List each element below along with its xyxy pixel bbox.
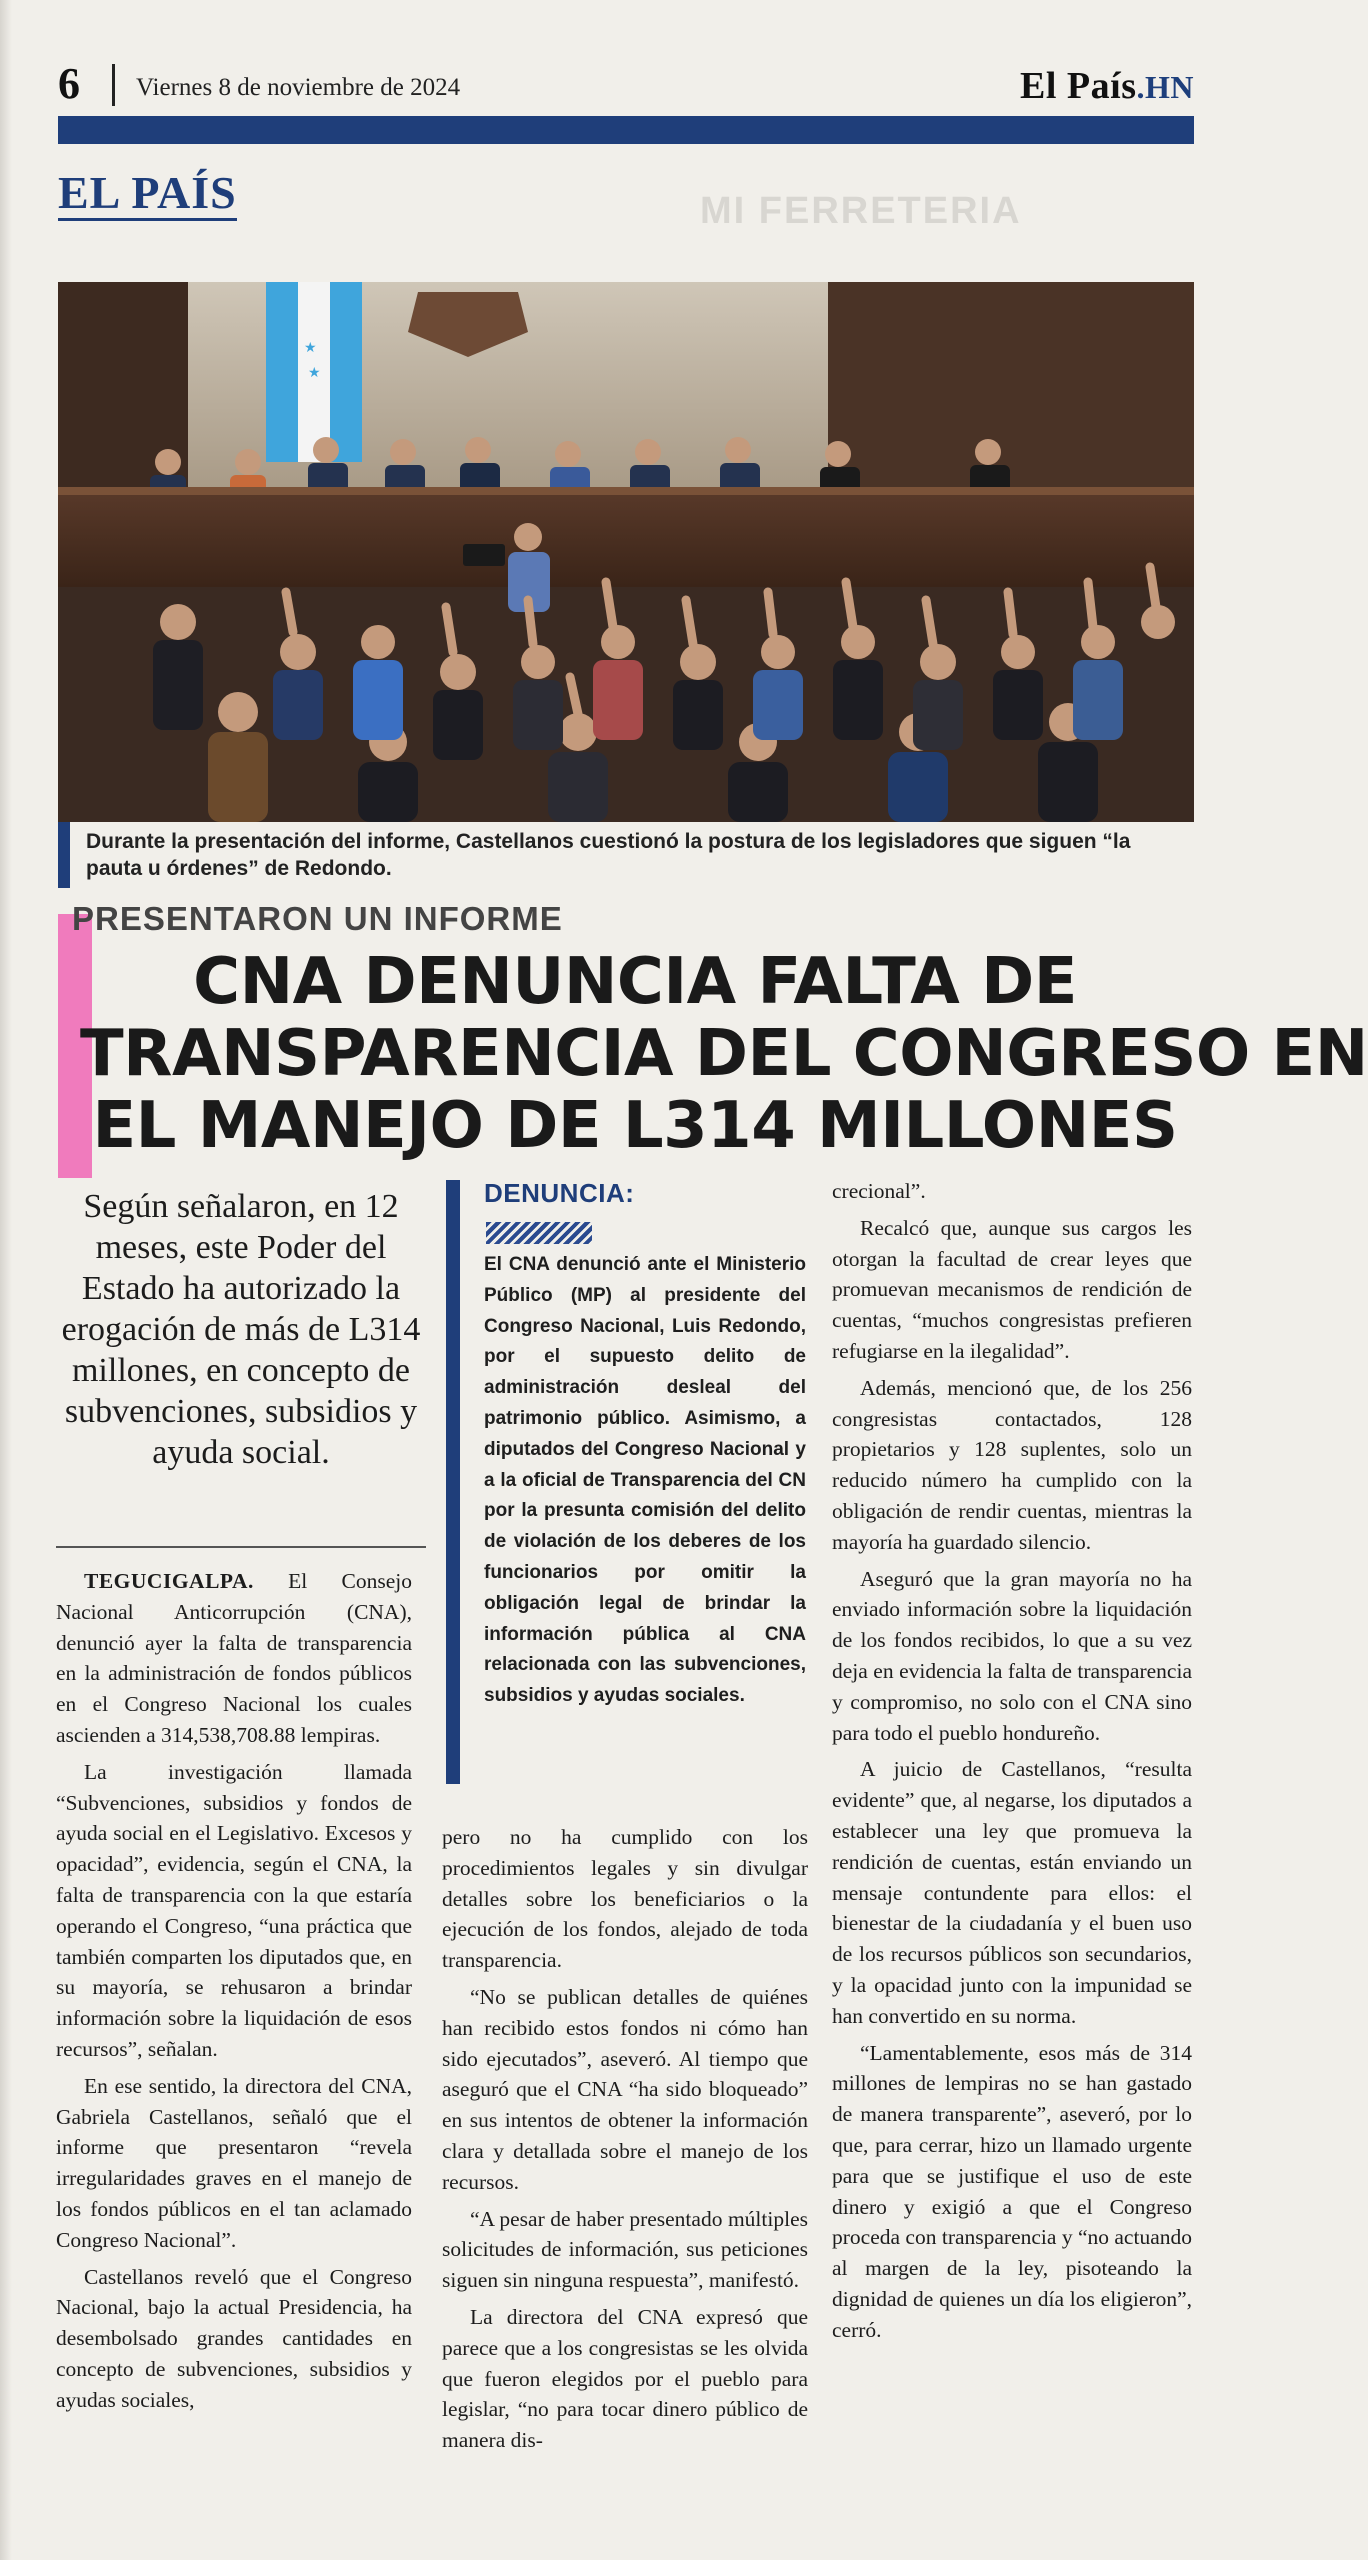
caption-bar xyxy=(58,822,70,888)
newspaper-brand xyxy=(1020,64,1194,108)
svg-text:★: ★ xyxy=(304,341,317,356)
deck-rule xyxy=(56,1546,426,1548)
article-paragraph: Recalcó que, aunque sus cargos les otorgan la facultad de crear leyes que promuevan mecanismos de rendición de cuentas, “muchos congresistas prefieren refugiarse en la ilegalidad”. xyxy=(832,1215,1192,1363)
headline-line-3: EL MANEJO DE L314 MILLONES xyxy=(92,1089,1178,1163)
article-column-2 xyxy=(442,1822,808,2462)
headline xyxy=(80,945,1368,1163)
page-number: 6 xyxy=(58,59,80,108)
article-paragraph: En ese sentido, la directora del CNA, Gabriela Castellanos, señaló que el informe que presentaron “revela irregularidades graves en el manejo de los fondos públicos en el tan aclamado Congreso Nacional”. xyxy=(56,2073,412,2252)
article-paragraph: Además, mencionó que, de los 256 congresistas contactados, 128 propietarios y 128 suplentes, solo un reducido número ha cumplido con la obligación de rendir cuentas, mientras la mayoría ha guardado silencio. xyxy=(832,1375,1192,1554)
article-paragraph xyxy=(56,1566,412,1751)
article-column-3 xyxy=(832,1176,1192,2351)
article-paragraph: “Lamentablemente, esos más de 314 millones de lempiras no se han gastado de manera transparente”, aseveró, por lo que, para cerrar, hizo un llamado urgente para que se justifique el uso de este dinero y exigió a que el Congreso proceda con transparencia y “no actuando al margen de la ley, pisoteando la dignidad de quienes un día los eligieron”, cerró. xyxy=(832,2040,1192,2342)
congress-photo xyxy=(58,282,1194,822)
header-rule xyxy=(58,116,1194,144)
sidebar-accent-bar xyxy=(446,1180,460,1784)
article-paragraph: La directora del CNA expresó que parece que a los congresistas se les olvida que fueron elegidos por el pueblo para legislar, “no para tocar dinero público de manera dis- xyxy=(442,2304,808,2453)
paragraph-text: El Consejo Nacional Anticorrupción (CNA), denunció ayer la falta de transparencia en la administración de fondos públicos en el Congreso Nacional los cuales ascienden a 314,538,708.88 lempiras. xyxy=(56,1569,412,1747)
article-paragraph: “No se publican detalles de quiénes han recibido estos fondos ni cómo han sido ejecutados”, aseveró. Al tiempo que aseguró que el CNA “ha sido bloqueado” en sus intentos de obtener la información clara y detallada sobre el manejo de los recursos. xyxy=(442,1984,808,2194)
article-paragraph: A juicio de Castellanos, “resulta evidente” que, al negarse, los diputados a establecer una ley que promueva la rendición de cuentas, están enviando un mensaje contundente para ellos: el bienestar de la ciudadanía y el buen uso de los recursos públicos son secundarios, y la opacidad junto con la impunidad se han convertido en su norma. xyxy=(832,1757,1192,2028)
sidebar-stripes xyxy=(486,1222,592,1244)
deck: Según señalaron, en 12 meses, este Poder del Estado ha autorizado la erogación de más de L314 millones, en concepto de subvenciones, subsidios y ayuda social. xyxy=(61,1188,421,1471)
article-paragraph: pero no ha cumplido con los procedimientos legales y sin divulgar detalles sobre los beneficiarios o la ejecución de los fondos, alejado de toda transparencia. xyxy=(442,1825,808,1973)
congress-session-illustration xyxy=(58,282,1194,822)
sidebar-title: DENUNCIA: xyxy=(484,1178,635,1208)
headline-line-1: CNA DENUNCIA FALTA DE xyxy=(193,945,1077,1019)
sidebar-text: El CNA denunció ante el Ministerio Público (MP) al presidente del Congreso Nacional, Luis Redondo, por el supuesto delito de administración desleal del patrimonio público. Asimismo, a diputados del Congreso Nacional y a la oficial de Transparencia del CN por la presunta comisión del delito de violación de los deberes de los funcionarios por omitir la obligación legal de brindar la información pública al CNA relacionada con las subvenciones, subsidios y ayudas sociales. xyxy=(484,1254,806,1707)
headline-line-2: TRANSPARENCIA DEL CONGRESO EN xyxy=(80,1017,1368,1091)
flag-icon xyxy=(266,282,362,462)
header-separator xyxy=(112,64,115,106)
article-paragraph: Aseguró que la gran mayoría no ha enviado información sobre la liquidación de los fondos recibidos, lo que a su vez deja en evidencia la falta de transparencia y compromiso, no solo con el CNA sino para todo el pueblo hondureño. xyxy=(832,1566,1192,1745)
issue-date: Viernes 8 de noviembre de 2024 xyxy=(136,74,461,101)
dateline: TEGUCIGALPA. xyxy=(84,1569,254,1593)
article-column-1 xyxy=(56,1566,412,2422)
article-paragraph: La investigación llamada “Subvenciones, subsidios y fondos de ayuda social en el Legislativo. Excesos y opacidad”, evidencia, según el CNA, la falta de transparencia con la que estaría operando el Congreso, “una práctica que también comparten los diputados que, en su mayoría, se rehusaron a brindar información sobre la liquidación de esos recursos”, señalan. xyxy=(56,1759,412,2061)
article-paragraph: “A pesar de haber presentado múltiples solicitudes de información, sus peticiones siguen sin ninguna respuesta”, manifestó. xyxy=(442,2206,808,2293)
section-title: EL PAÍS xyxy=(58,170,237,221)
page-fold-shadow xyxy=(0,0,12,2560)
kicker: PRESENTARON UN INFORME xyxy=(72,900,563,937)
show-through-ad-text: MI FERRETERIA xyxy=(700,190,1022,232)
brand-suffix: .HN xyxy=(1136,69,1194,105)
article-continuation: crecional”. xyxy=(832,1179,926,1203)
brand-name: El País xyxy=(1020,65,1137,107)
photo-caption: Durante la presentación del informe, Castellanos cuestionó la postura de los legisladores que siguen “la pauta u órdenes” de Redondo. xyxy=(86,830,1131,880)
article-paragraph: Castellanos reveló que el Congreso Nacional, bajo la actual Presidencia, ha desembolsado grandes cantidades en concepto de subvenciones, subsidios y ayudas sociales, xyxy=(56,2264,412,2412)
svg-text:★: ★ xyxy=(308,366,321,381)
